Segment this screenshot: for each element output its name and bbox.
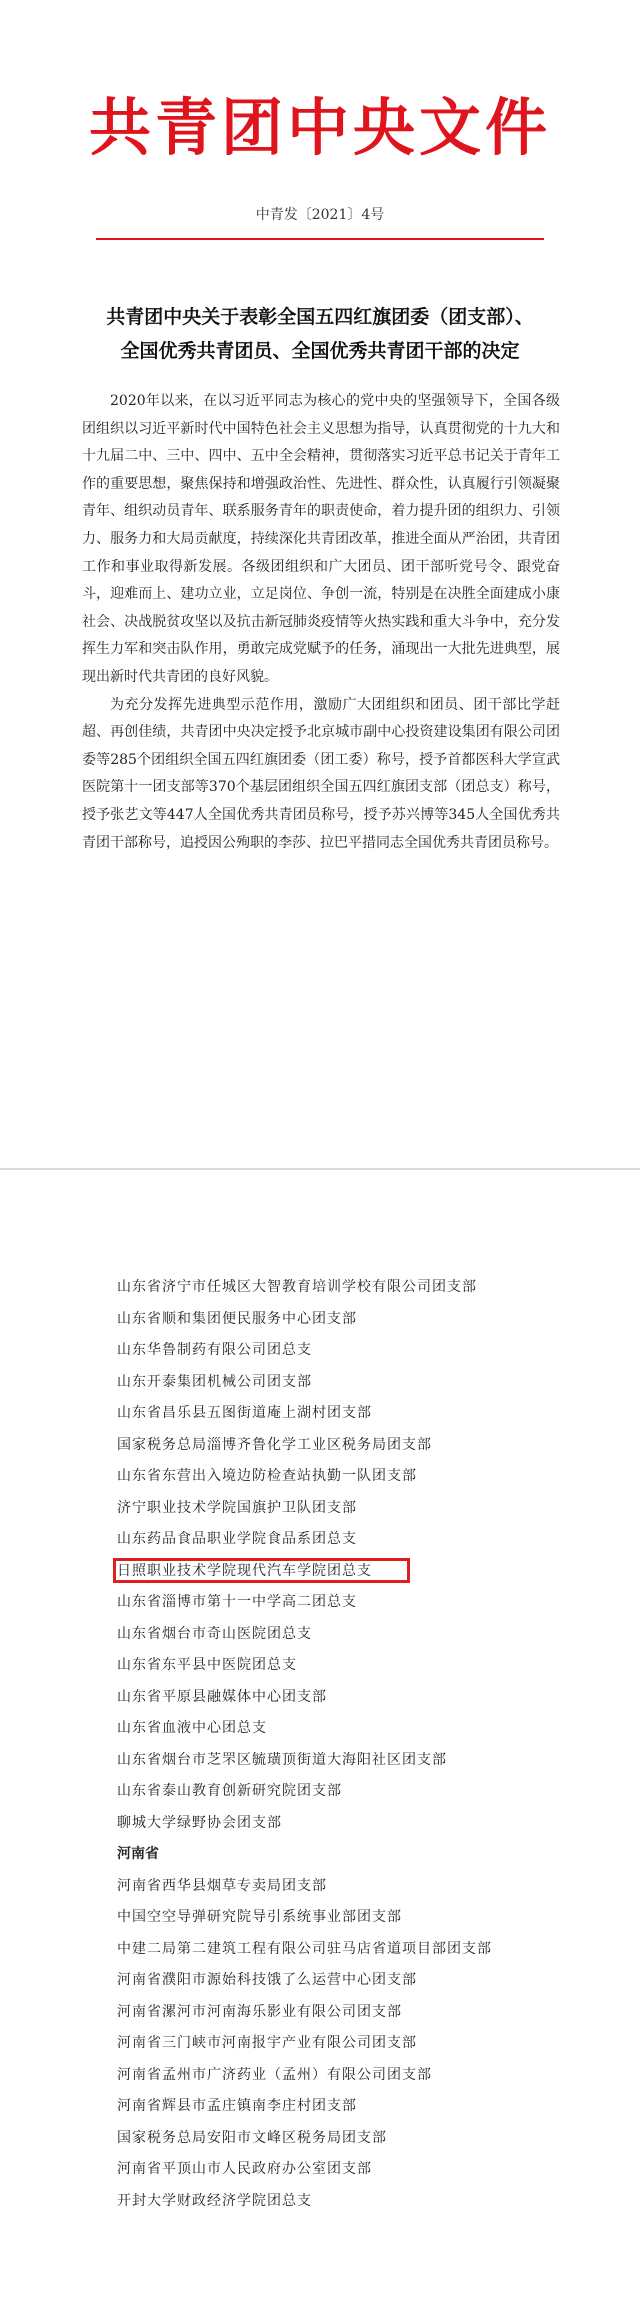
list-item: 河南省三门峡市河南报宇产业有限公司团支部 [117, 2035, 417, 2051]
list-item: 山东省东营出入境边防检查站执勤一队团支部 [117, 1468, 417, 1484]
document-masthead: 共青团中央文件 [88, 91, 551, 164]
list-item: 山东省淄博市第十一中学高二团总支 [117, 1594, 357, 1610]
document-heading [60, 300, 580, 368]
heading-line-1: 共青团中央关于表彰全国五四红旗团委（团支部）、 [106, 306, 534, 328]
list-item: 河南省平顶山市人民政府办公室团支部 [117, 2161, 372, 2177]
list-item: 山东省烟台市奇山医院团总支 [117, 1625, 312, 1642]
honoree-list [117, 1272, 577, 2217]
list-item: 山东省昌乐县五图街道庵上湖村团支部 [117, 1405, 372, 1421]
list-item: 河南省濮阳市源始科技饿了么运营中心团支部 [117, 1972, 417, 1988]
list-item: 国家税务总局安阳市文峰区税务局团支部 [117, 2129, 387, 2146]
list-item: 山东省烟台市芝罘区毓璜顶街道大海阳社区团支部 [117, 1751, 447, 1768]
paragraph: 为充分发挥先进典型示范作用，激励广大团组织和团员、团干部比学赶超、再创佳绩，共青团中央决定授予北京城市副中心投资建设集团有限公司团委等285个团组织全国五四红旗团委（团工委）称号，授予首都医科大学宣武医院第十一团支部等370个基层团组织全国五四红旗团支部（团总支）称号，授予张艺文等447人全国优秀共青团员称号，授予苏兴博等345人全国优秀共青团干部称号，追授因公殉职的李莎、拉巴平措同志全国优秀共青团员称号。 [82, 696, 560, 851]
heading-line-2: 全国优秀共青团员、全国优秀共青团干部的决定 [120, 340, 520, 362]
honoree-list-page [0, 1170, 640, 2299]
paragraph: 2020年以来，在以习近平同志为核心的党中央的坚强领导下，全国各级团组织以习近平新时代中国特色社会主义思想为指导，认真贯彻党的十九大和十九届二中、三中、四中、五中全会精神，贯彻落实习近平总书记关于青年工作的重要思想，聚焦保持和增强政治性、先进性、群众性，认真履行引领凝聚青年、组织动员青年、联系服务青年的职责使命，着力提升团的组织力、引领力、服务力和大局贡献度，持续深化共青团改革，推进全面从严治团，共青团工作和事业取得新发展。各级团组织和广大团员、团干部听党号令、跟党奋斗，迎难而上、建功立业，立足岗位、争创一流，特别是在决胜全面建成小康社会、决战脱贫攻坚以及抗击新冠肺炎疫情等火热实践和重大斗争中，充分发挥生力军和突击队作用，勇敢完成党赋予的任务，涌现出一大批先进典型，展现出新时代共青团的良好风貌。 [82, 393, 560, 685]
list-item: 山东省顺和集团便民服务中心团支部 [117, 1310, 357, 1327]
list-item: 济宁职业技术学院国旗护卫队团支部 [117, 1499, 357, 1516]
list-item: 山东药品食品职业学院食品系团总支 [117, 1531, 357, 1547]
list-item: 中国空空导弹研究院导引系统事业部团支部 [117, 1909, 402, 1925]
red-divider [96, 238, 544, 240]
list-item: 开封大学财政经济学院团总支 [117, 2192, 312, 2209]
list-item: 中建二局第二建筑工程有限公司驻马店省道项目部团支部 [117, 1940, 492, 1957]
highlighted-list-item: 日照职业技术学院现代汽车学院团总支 [117, 1556, 577, 1588]
list-item: 山东开泰集团机械公司团支部 [117, 1373, 312, 1390]
list-item: 河南省漯河市河南海乐影业有限公司团支部 [117, 2003, 402, 2020]
list-item: 山东省平原县融媒体中心团支部 [117, 1688, 327, 1705]
list-item: 国家税务总局淄博齐鲁化学工业区税务局团支部 [117, 1436, 432, 1453]
province-heading: 河南省 [117, 1846, 159, 1862]
list-item: 河南省辉县市孟庄镇南李庄村团支部 [117, 2098, 357, 2114]
list-item: 山东省济宁市任城区大智教育培训学校有限公司团支部 [117, 1279, 477, 1295]
list-item: 山东华鲁制药有限公司团总支 [117, 1342, 312, 1358]
list-item: 河南省孟州市广济药业（孟州）有限公司团支部 [117, 2066, 432, 2083]
list-item: 山东省泰山教育创新研究院团支部 [117, 1783, 342, 1799]
list-item: 山东省东平县中医院团总支 [117, 1657, 297, 1673]
document-number: 中青发〔2021〕4号 [255, 207, 385, 223]
list-item: 山东省血液中心团总支 [117, 1720, 267, 1736]
list-item: 聊城大学绿野协会团支部 [117, 1814, 282, 1831]
list-item: 河南省西华县烟草专卖局团支部 [117, 1877, 327, 1894]
document-body [82, 388, 560, 857]
